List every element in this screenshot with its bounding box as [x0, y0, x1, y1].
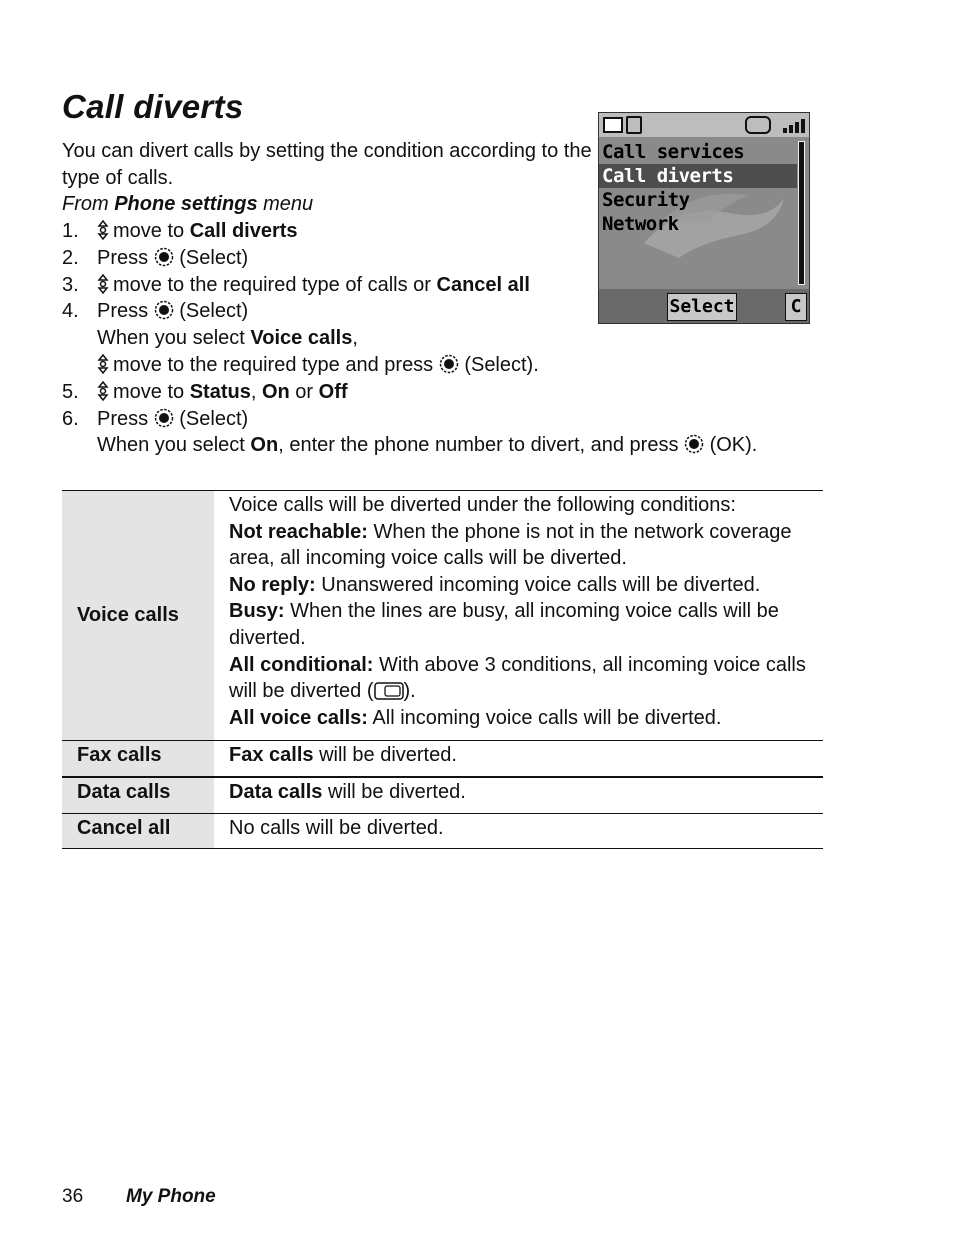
step-5 — [62, 379, 862, 406]
softkey-select-button[interactable]: Select — [667, 293, 737, 321]
intro-from-bold: Phone settings — [114, 193, 258, 215]
condition-text: Unanswered incoming voice calls will be diverted. — [315, 573, 761, 596]
screen-softkey-bar — [599, 289, 809, 323]
step-6-sub-1 — [62, 432, 862, 459]
condition-text: When the lines are busy, all incoming voice calls will be diverted. — [229, 600, 779, 649]
screen-status-bar — [599, 113, 809, 137]
condition-name: All voice calls: — [229, 706, 368, 729]
step-number: 5. — [62, 380, 79, 403]
condition-text: When the phone is not in the network coverage area, all incoming voice calls will be diverted. — [229, 520, 792, 570]
step-bold: Voice calls — [250, 327, 353, 350]
step-number: 4. — [62, 300, 79, 323]
step-number: 3. — [62, 273, 79, 296]
condition-text: All incoming voice calls will be diverted. — [367, 706, 722, 729]
step-text: Press — [97, 407, 149, 430]
step-text: move to the required type and press — [113, 353, 434, 376]
step-text: , — [352, 327, 358, 350]
table-row-data-calls — [62, 777, 823, 813]
display-icon — [603, 117, 623, 133]
step-text: , — [250, 380, 262, 403]
select-key-icon — [154, 408, 174, 428]
step-4-sub-1 — [62, 325, 862, 352]
step-text: Press — [97, 246, 149, 269]
nav-key-icon — [97, 220, 109, 240]
step-bold: Status — [189, 380, 251, 403]
screen-scrollbar — [798, 141, 805, 285]
step-text: or — [289, 380, 319, 403]
table-text: will be diverted. — [313, 744, 457, 767]
intro — [62, 138, 602, 218]
intro-from — [62, 191, 602, 218]
select-key-icon — [154, 300, 174, 320]
screen-menu-item[interactable]: Network — [602, 213, 679, 235]
table-description — [214, 777, 823, 813]
condition-item — [229, 598, 823, 651]
condition-text: ). — [403, 680, 416, 703]
table-description: No calls will be diverted. — [229, 816, 444, 839]
nav-key-icon — [97, 274, 109, 294]
condition-text: With above 3 conditions, all incoming voice calls will be diverted ( — [229, 653, 806, 703]
step-text: When you select — [97, 434, 251, 457]
step-bold: Call diverts — [189, 220, 298, 242]
table-row-fax-calls — [62, 741, 823, 777]
step-bold: Off — [318, 380, 348, 403]
table-label: Data calls — [62, 777, 214, 813]
page-footer — [62, 1186, 216, 1208]
condition-name: Busy: — [229, 600, 285, 623]
signal-strength-icon — [783, 117, 805, 133]
condition-name: No reply: — [229, 573, 316, 596]
page-title: Call diverts — [62, 88, 244, 125]
step-bold: On — [250, 434, 279, 457]
mail-icon — [374, 682, 404, 700]
condition-item — [229, 652, 823, 705]
step-text: Press — [97, 300, 149, 323]
table-row-voice-calls — [62, 491, 823, 741]
vibrate-icon — [745, 116, 771, 134]
nav-key-icon — [97, 381, 109, 401]
screen-menu-item[interactable]: Call services — [602, 141, 745, 163]
table-bold-text: Fax calls — [229, 744, 314, 767]
condition-item — [229, 572, 823, 599]
table-label: Cancel all — [62, 813, 214, 849]
table-bold-text: Data calls — [229, 780, 323, 803]
screen-menu — [599, 140, 797, 236]
step-text: move to — [113, 220, 190, 242]
step-4-sub-2 — [62, 352, 862, 379]
screen-menu-item[interactable]: Security — [602, 189, 690, 211]
footer-title: My Phone — [126, 1186, 216, 1207]
table-row-cancel-all — [62, 813, 823, 849]
table-description — [214, 741, 823, 777]
step-text: When you select — [97, 327, 251, 350]
step-number: 2. — [62, 246, 79, 269]
step-bold: On — [261, 380, 290, 403]
step-text: (Select). — [464, 353, 539, 376]
intro-from-post: menu — [257, 193, 314, 215]
condition-name: All conditional: — [229, 653, 374, 676]
step-text: (OK). — [709, 434, 758, 457]
step-number: 6. — [62, 407, 79, 430]
table-text: will be diverted. — [322, 780, 466, 803]
screen-menu-item-selected[interactable]: Call diverts — [599, 164, 797, 188]
nav-key-icon — [97, 354, 109, 374]
condition-item — [229, 705, 823, 732]
table-label: Voice calls — [62, 491, 214, 741]
softkey-clear-button[interactable]: C — [785, 293, 807, 321]
table-label: Fax calls — [62, 741, 214, 777]
step-text: (Select) — [179, 300, 249, 323]
intro-from-pre: From — [62, 193, 115, 215]
condition-name: Not reachable: — [229, 520, 368, 543]
divert-options-table — [62, 490, 823, 849]
page-number: 36 — [62, 1186, 84, 1207]
step-6 — [62, 406, 862, 433]
phone-screen-image — [598, 112, 810, 324]
key-lock-icon — [626, 116, 642, 134]
table-description — [214, 491, 823, 741]
step-number: 1. — [62, 220, 79, 242]
step-text: move to the required type of calls or — [113, 273, 437, 296]
select-key-icon — [684, 434, 704, 454]
step-text: (Select) — [179, 407, 249, 430]
intro-text: You can divert calls by setting the condition according to the type of calls. — [62, 140, 592, 189]
step-text: (Select) — [179, 246, 249, 269]
select-key-icon — [439, 354, 459, 374]
step-text: move to — [113, 380, 190, 403]
condition-item — [229, 519, 823, 572]
step-text: , enter the phone number to divert, and press — [278, 434, 679, 457]
select-key-icon — [154, 247, 174, 267]
step-bold: Cancel all — [436, 273, 530, 296]
voice-intro: Voice calls will be diverted under the following conditions: — [229, 494, 736, 516]
